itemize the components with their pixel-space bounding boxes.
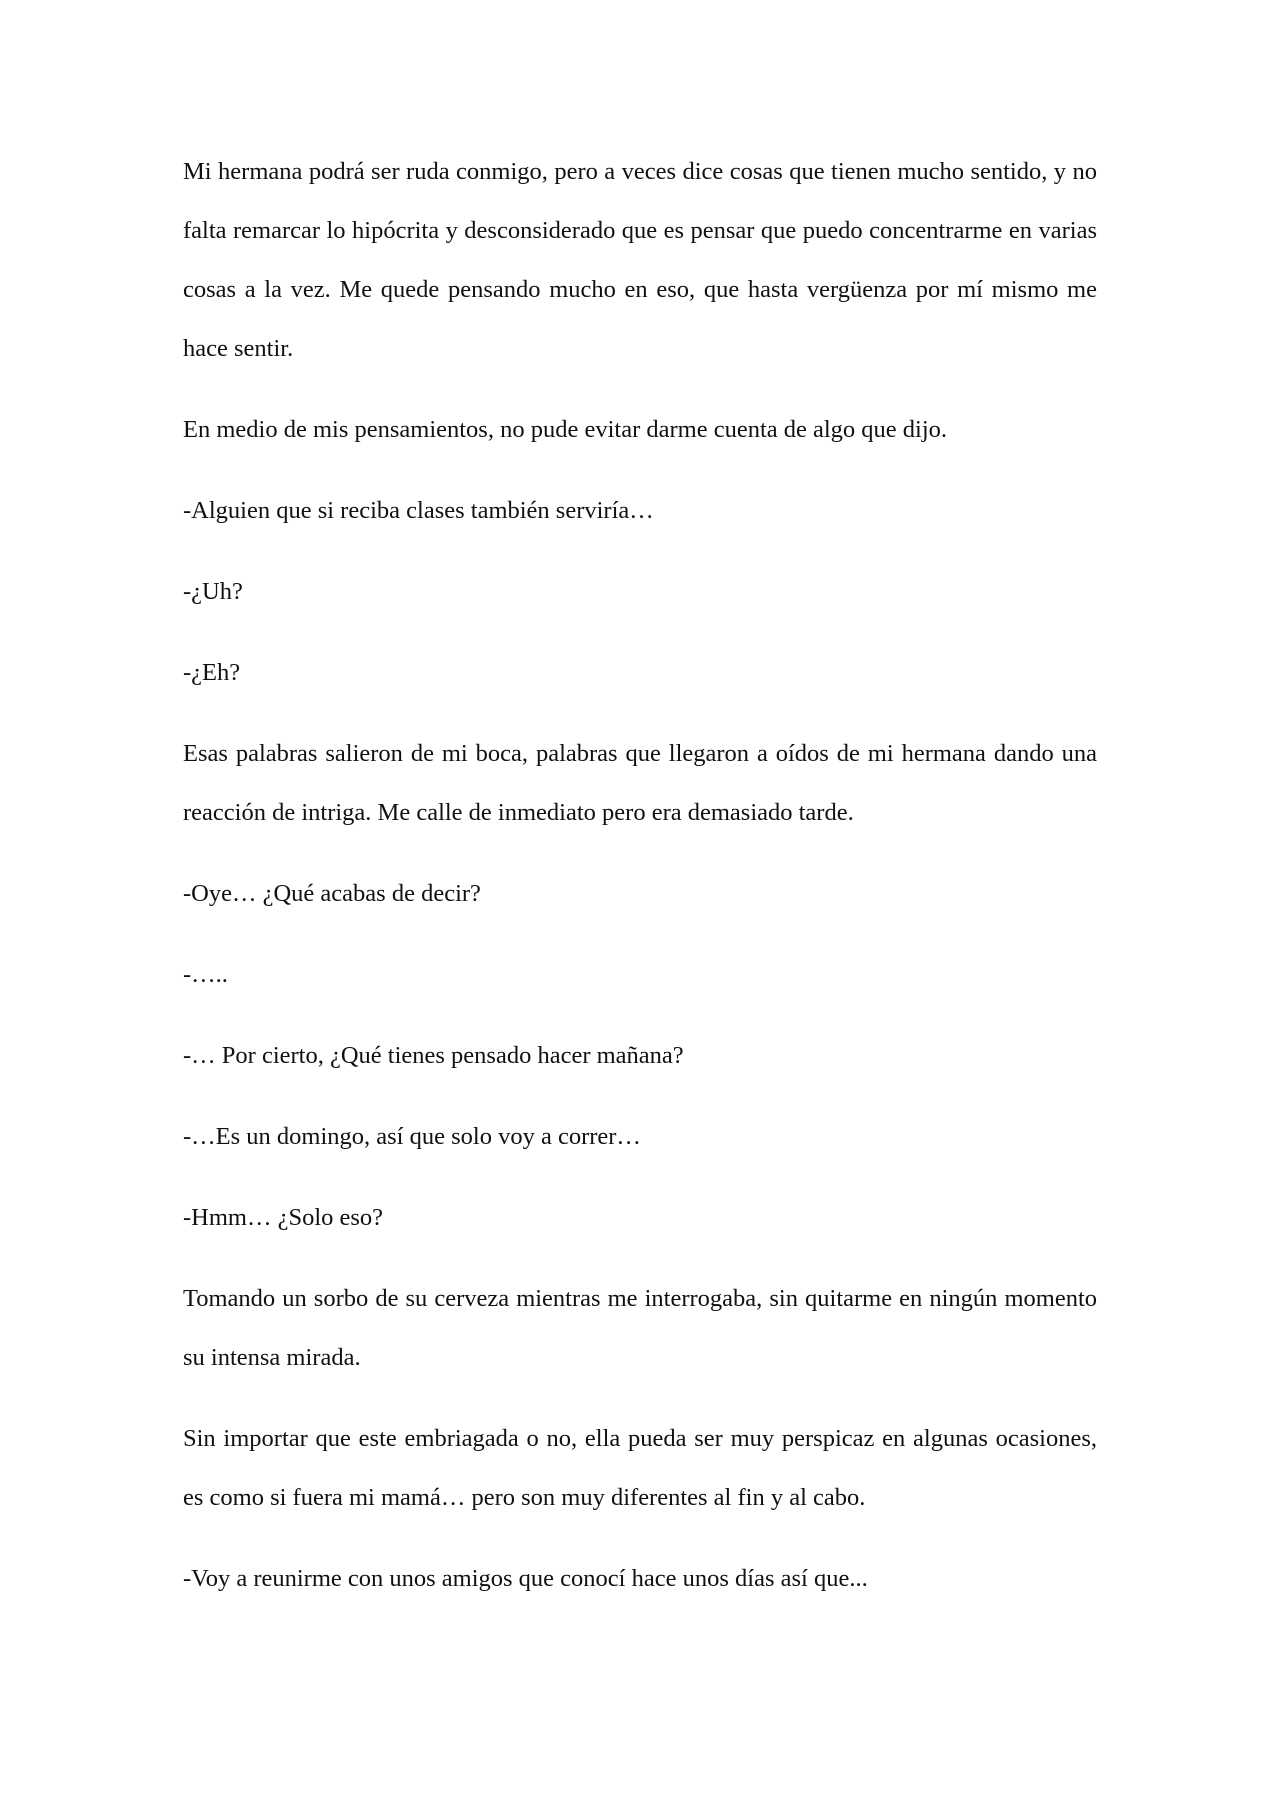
paragraph: Tomando un sorbo de su cerveza mientras me interrogaba, sin quitarme en ningún momento su intensa mirada. [183, 1285, 1097, 1371]
dialogue-line: -Hmm… ¿Solo eso? [183, 1204, 384, 1231]
dialogue-line: -¿Eh? [183, 659, 241, 686]
dialogue-line: -Oye… ¿Qué acabas de decir? [183, 880, 481, 907]
paragraph: En medio de mis pensamientos, no pude evitar darme cuenta de algo que dijo. [183, 416, 948, 443]
paragraph: Esas palabras salieron de mi boca, palabras que llegaron a oídos de mi hermana dando una reacción de intriga. Me calle de inmediato pero era demasiado tarde. [183, 740, 1097, 826]
dialogue-line: -¿Uh? [183, 578, 243, 605]
dialogue-line: -Alguien que si reciba clases también serviría… [183, 497, 654, 524]
document-body [183, 142, 1097, 1630]
dialogue-line: -….. [183, 961, 228, 988]
paragraph: Mi hermana podrá ser ruda conmigo, pero a veces dice cosas que tienen mucho sentido, y no falta remarcar lo hipócrita y desconsiderado que es pensar que puedo concentrarme en varias cosas a la vez. Me quede pensando mucho en eso, que hasta vergüenza por mí mismo me hace sentir. [183, 158, 1097, 362]
dialogue-line: -Voy a reunirme con unos amigos que conocí hace unos días así que... [183, 1565, 868, 1592]
paragraph: Sin importar que este embriagada o no, ella pueda ser muy perspicaz en algunas ocasiones, es como si fuera mi mamá… pero son muy diferentes al fin y al cabo. [183, 1425, 1097, 1511]
dialogue-line: -…Es un domingo, así que solo voy a correr… [183, 1123, 641, 1150]
dialogue-line: -… Por cierto, ¿Qué tienes pensado hacer mañana? [183, 1042, 684, 1069]
